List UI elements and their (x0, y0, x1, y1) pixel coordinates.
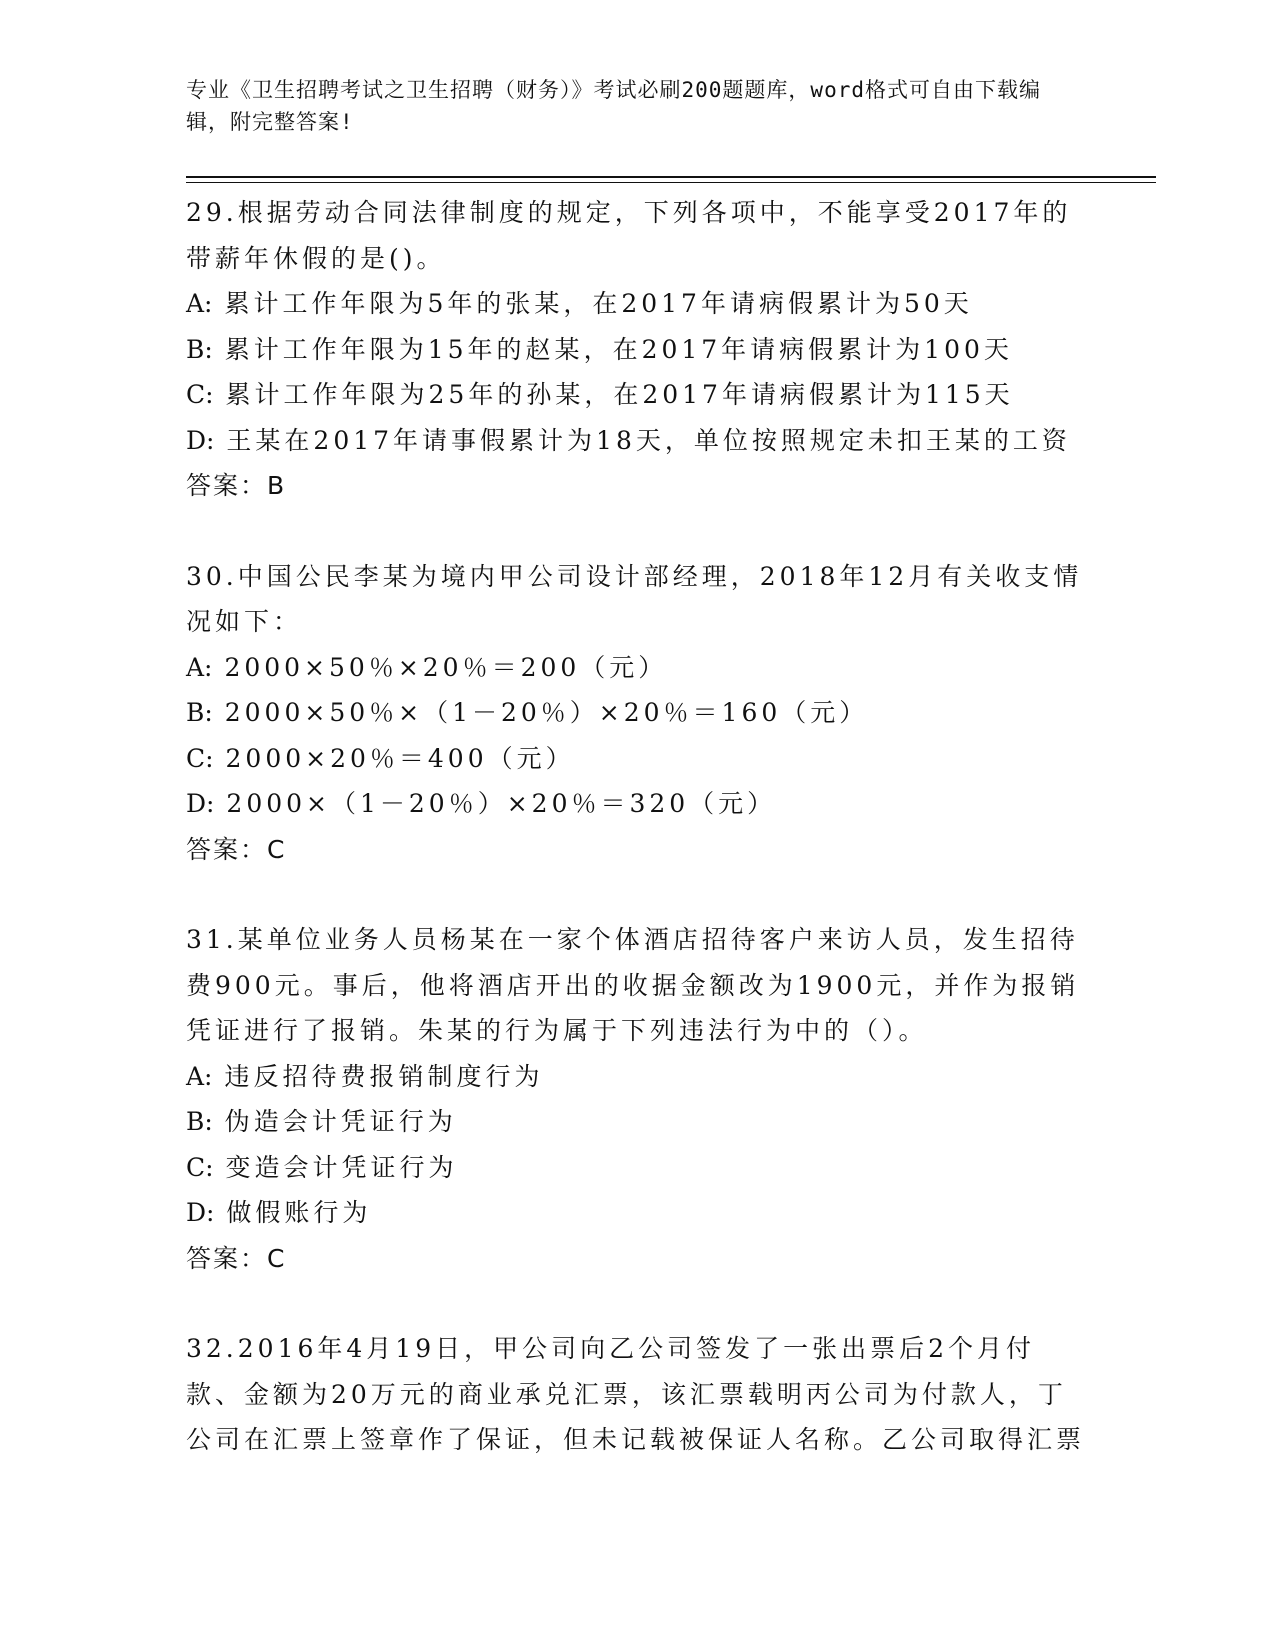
option-letter: D: (186, 425, 215, 455)
option-text: 累计工作年限为5年的张某，在2017年请病假累计为50天 (224, 289, 973, 318)
option-text: 累计工作年限为15年的赵某，在2017年请病假累计为100天 (224, 334, 1013, 364)
question-stem: 29.根据劳动合同法律制度的规定，下列各项中，不能享受2017年的带薪年休假的是()。 (186, 198, 1072, 273)
option-b (186, 690, 1086, 736)
option-d (186, 418, 1086, 464)
option-letter: C: (186, 380, 214, 409)
answer-line: 答案：B (186, 471, 287, 500)
option-text: 2000×50％×20％＝200（元） (224, 652, 668, 682)
option-text: 2000×（1－20％）×20％＝320（元） (226, 789, 777, 818)
option-c (186, 372, 1086, 418)
answer-line: 答案：C (186, 834, 287, 864)
question-31 (186, 917, 1086, 1281)
option-b (186, 1099, 1086, 1145)
option-d (186, 781, 1086, 827)
option-letter: C: (186, 743, 214, 773)
header-divider-thin (186, 182, 1156, 183)
option-d (186, 1190, 1086, 1236)
option-letter: B: (186, 698, 213, 727)
option-text: 做假账行为 (226, 1198, 372, 1227)
option-b (186, 327, 1086, 373)
option-letter: A: (186, 289, 213, 318)
option-text: 王某在2017年请事假累计为18天，单位按照规定未扣王某的工资 (226, 425, 1071, 455)
option-a (186, 1054, 1086, 1100)
answer-line: 答案：C (186, 1243, 287, 1273)
question-30 (186, 554, 1086, 873)
option-c (186, 1145, 1086, 1191)
question-stem: 30.中国公民李某为境内甲公司设计部经理，2018年12月有关收支情况如下： (186, 561, 1083, 636)
question-stem: 32.2016年4月19日，甲公司向乙公司签发了一张出票后2个月付款、金额为20万元的商业承兑汇票，该汇票载明丙公司为付款人，丁公司在汇票上签章作了保证，但未记载被保证人名称。乙公司取得汇票 (186, 1334, 1086, 1454)
question-32 (186, 1326, 1086, 1463)
header-text: 专业《卫生招聘考试之卫生招聘（财务）》考试必刷200题题库，word格式可自由下载编辑，附完整答案! (186, 78, 1041, 134)
document-header (186, 74, 1066, 138)
option-letter: D: (186, 789, 215, 818)
header-divider-thick (186, 176, 1156, 178)
option-text: 伪造会计凭证行为 (224, 1107, 457, 1136)
option-c (186, 736, 1086, 782)
option-a (186, 645, 1086, 691)
option-letter: C: (186, 1152, 214, 1182)
option-letter: B: (186, 334, 213, 364)
option-text: 累计工作年限为25年的孙某，在2017年请病假累计为115天 (225, 380, 1014, 409)
question-stem: 31.某单位业务人员杨某在一家个体酒店招待客户来访人员，发生招待费900元。事后，他将酒店开出的收据金额改为1900元，并作为报销凭证进行了报销。朱某的行为属于下列违法行为中的（）。 (186, 925, 1080, 1045)
option-text: 变造会计凭证行为 (225, 1152, 458, 1182)
option-letter: D: (186, 1198, 215, 1227)
option-letter: A: (186, 652, 213, 682)
question-29 (186, 190, 1086, 509)
option-text: 违反招待费报销制度行为 (224, 1061, 544, 1091)
option-a (186, 281, 1086, 327)
option-text: 2000×50％×（1－20％）×20％＝160（元） (224, 698, 869, 727)
question-list (186, 190, 1086, 1463)
option-letter: B: (186, 1107, 213, 1136)
option-text: 2000×20％＝400（元） (225, 743, 575, 773)
option-letter: A: (186, 1061, 213, 1091)
